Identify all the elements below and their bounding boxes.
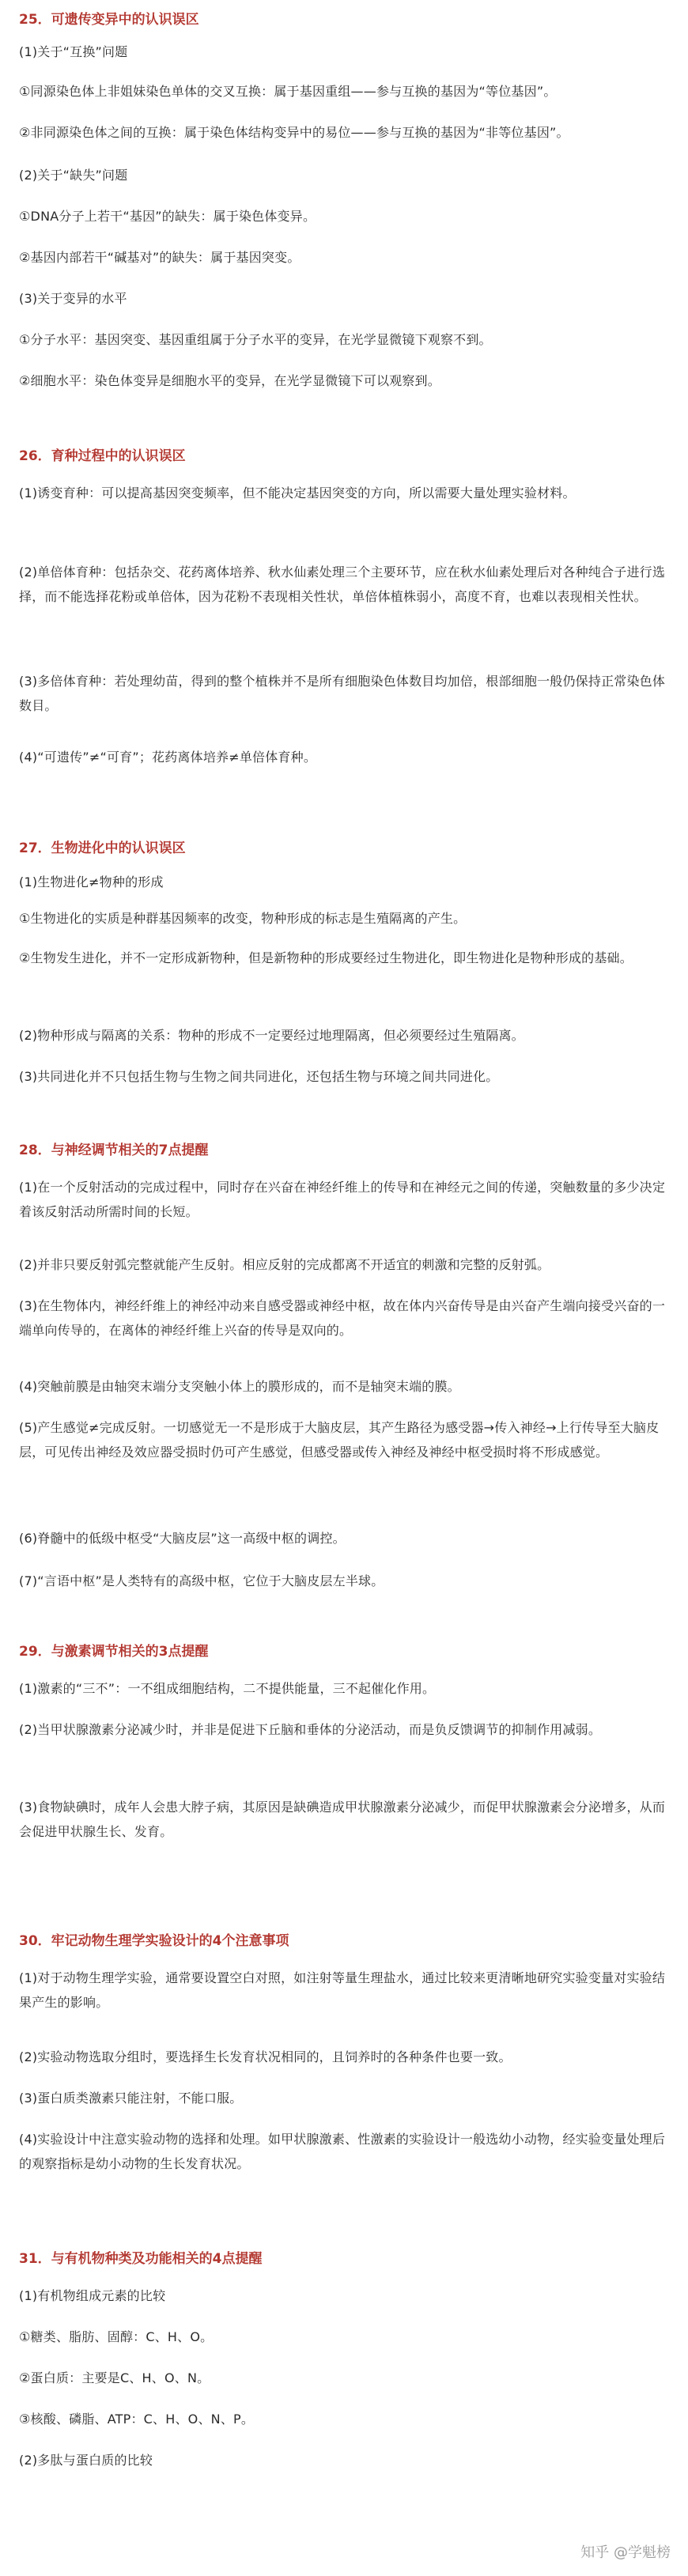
sec27-line-2: ①生物进化的实质是种群基因频率的改变，物种形成的标志是生殖隔离的产生。 [19, 911, 467, 926]
sec25-line-3: ②非同源染色体之间的互换：属于染色体结构变异中的易位——参与互换的基因为“非等位基因”。 [19, 125, 569, 140]
sec29-line-3: (3)食物缺碘时，成年人会患大脖子病，其原因是缺碘造成甲状腺激素分泌减少，而促甲状腺激素会分泌增多，从而会促进甲状腺生长、发育。 [19, 1800, 666, 1839]
sec31-line-3: ②蛋白质：主要是C、H、O、N。 [19, 2370, 210, 2385]
sec31-line-4: ③核酸、磷脂、ATP：C、H、O、N、P。 [19, 2412, 255, 2427]
section-title-26: 26．育种过程中的认识误区 [19, 448, 186, 464]
section-title-29: 29．与激素调节相关的3点提醒 [19, 1644, 209, 1660]
section-title-28: 28．与神经调节相关的7点提醒 [19, 1143, 209, 1158]
sec28-line-3: (3)在生物体内，神经纤维上的神经冲动来自感受器或神经中枢，故在体内兴奋传导是由兴奋产生端向接受兴奋的一端单向传导的，在离体的神经纤维上兴奋的传导是双向的。 [19, 1298, 666, 1338]
sec26-line-2: (2)单倍体育种：包括杂交、花药离体培养、秋水仙素处理三个主要环节，应在秋水仙素处理后对各种纯合子进行选择，而不能选择花粉或单倍体，因为花粉不表现相关性状，单倍体植株弱小，高度不育，也难以表现相关性状。 [19, 565, 666, 604]
sec25-line-6: ②基因内部若干“碱基对”的缺失：属于基因突变。 [19, 250, 301, 265]
sec25-line-8: ①分子水平：基因突变、基因重组属于分子水平的变异，在光学显微镜下观察不到。 [19, 332, 492, 347]
sec28-line-5: (5)产生感觉≠完成反射。一切感觉无一不是形成于大脑皮层，其产生路径为感受器→传入神经→上行传导至大脑皮层，可见传出神经及效应器受损时仍可产生感觉，但感受器或传入神经及神经中枢受损时将不形成感觉。 [19, 1420, 660, 1460]
sec30-line-3: (3)蛋白质类激素只能注射，不能口服。 [19, 2091, 243, 2106]
sec25-line-7: (3)关于变异的水平 [19, 291, 127, 306]
sec26-line-4: (4)“可遗传”≠“可育”；花药离体培养≠单倍体育种。 [19, 750, 317, 765]
sec27-line-1: (1)生物进化≠物种的形成 [19, 874, 164, 890]
sec26-line-3: (3)多倍体育种：若处理幼苗，得到的整个植株并不是所有细胞染色体数目均加倍，根部细胞一般仍保持正常染色体数目。 [19, 674, 666, 713]
sec25-line-4: (2)关于“缺失”问题 [19, 168, 128, 183]
watermark-text: 知乎 @学魁榜 [580, 2544, 671, 2561]
sec28-line-7: (7)“言语中枢”是人类特有的高级中枢，它位于大脑皮层左半球。 [19, 1573, 384, 1588]
sec27-line-3: ②生物发生进化，并不一定形成新物种，但是新物种的形成要经过生物进化，即生物进化是物种形成的基础。 [19, 950, 633, 965]
section-title-25: 25．可遗传变异中的认识误区 [19, 12, 199, 28]
sec30-line-1: (1)对于动物生理学实验，通常要设置空白对照，如注射等量生理盐水，通过比较来更清晰地研究实验变量对实验结果产生的影响。 [19, 1970, 666, 2010]
sec27-line-4: (2)物种形成与隔离的关系：物种的形成不一定要经过地理隔离，但必须要经过生殖隔离。 [19, 1028, 524, 1043]
sec31-line-2: ①糖类、脂肪、固醇：C、H、O。 [19, 2329, 214, 2344]
sec30-line-2: (2)实验动物选取分组时，要选择生长发育状况相同的，且饲养时的各种条件也要一致。 [19, 2049, 512, 2064]
section-title-30: 30．牢记动物生理学实验设计的4个注意事项 [19, 1933, 289, 1949]
sec28-line-1: (1)在一个反射活动的完成过程中，同时存在兴奋在神经纤维上的传导和在神经元之间的传递，突触数量的多少决定着该反射活动所需时间的长短。 [19, 1180, 666, 1219]
sec28-line-2: (2)并非只要反射弧完整就能产生反射。相应反射的完成都离不开适宜的刺激和完整的反射弧。 [19, 1257, 550, 1272]
sec31-line-1: (1)有机物组成元素的比较 [19, 2288, 166, 2303]
sec28-line-4: (4)突触前膜是由轴突末端分支突触小体上的膜形成的，而不是轴突末端的膜。 [19, 1379, 460, 1394]
sec30-line-4: (4)实验设计中注意实验动物的选择和处理。如甲状腺激素、性激素的实验设计一般选幼小动物，经实验变量处理后的观察指标是幼小动物的生长发育状况。 [19, 2132, 666, 2171]
section-title-27: 27．生物进化中的认识误区 [19, 840, 186, 856]
sec25-line-9: ②细胞水平：染色体变异是细胞水平的变异，在光学显微镜下可以观察到。 [19, 373, 440, 388]
sec31-line-5: (2)多肽与蛋白质的比较 [19, 2453, 153, 2468]
sec29-line-1: (1)激素的“三不”：一不组成细胞结构，二不提供能量，三不起催化作用。 [19, 1681, 436, 1696]
sec25-line-5: ①DNA分子上若干“基因”的缺失：属于染色体变异。 [19, 209, 316, 224]
sec28-line-6: (6)脊髓中的低级中枢受“大脑皮层”这一高级中枢的调控。 [19, 1531, 346, 1546]
sec26-line-1: (1)诱变育种：可以提高基因突变频率，但不能决定基因突变的方向，所以需要大量处理实验材料。 [19, 485, 576, 500]
watermark [580, 2541, 671, 2562]
sec29-line-2: (2)当甲状腺激素分泌减少时，并非是促进下丘脑和垂体的分泌活动，而是负反馈调节的抑制作用减弱。 [19, 1722, 602, 1737]
sec25-line-2: ①同源染色体上非姐妹染色单体的交叉互换：属于基因重组——参与互换的基因为“等位基因”。 [19, 84, 557, 99]
sec25-line-1: (1)关于“互换”问题 [19, 44, 128, 59]
section-title-31: 31．与有机物种类及功能相关的4点提醒 [19, 2251, 263, 2267]
sec27-line-5: (3)共同进化并不只包括生物与生物之间共同进化，还包括生物与环境之间共同进化。 [19, 1069, 499, 1084]
